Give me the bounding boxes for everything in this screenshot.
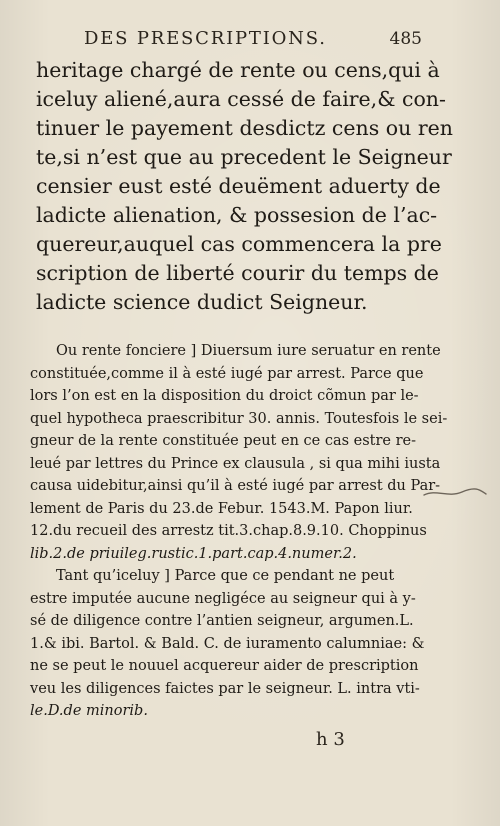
commentary-line: quel hypotheca praescribitur 30. annis. Toutesfois le sei- [30, 410, 448, 427]
commentary-line: le.D.de minorib. [30, 703, 148, 719]
running-head: DES PRESCRIPTIONS. [84, 28, 327, 49]
main-text-line: te,si n’est que au precedent le Seigneur [36, 145, 452, 169]
main-text-line: quereur,auquel cas commencera la pre [36, 232, 442, 256]
main-text-line: iceluy aliené,aura cessé de faire,& con- [36, 87, 446, 111]
main-text-line: ladicte alienation, & possesion de l’ac- [36, 203, 438, 227]
commentary-line: 12.du recueil des arrestz tit.3.chap.8.9.10. Choppinus [30, 523, 427, 539]
main-text-line: tinuer le payement desdictz cens ou ren [36, 116, 453, 140]
commentary-block [30, 340, 448, 723]
main-text-line: scription de liberté courir du temps de [36, 261, 439, 285]
page-number: 485 [389, 29, 422, 49]
commentary-line: leué par lettres du Prince ex clausula , si qua mihi iusta [30, 455, 441, 472]
commentary-line: causa uidebitur,ainsi qu’il à esté iugé par arrest du Par- [30, 478, 441, 494]
commentary-line: gneur de la rente constituée peut en ce cas estre re- [30, 433, 417, 449]
commentary-line: constituée,comme il à esté iugé par arrest. Parce que [30, 365, 424, 382]
main-text-line: censier eust esté deuëment aduerty de [36, 174, 441, 198]
page-header [84, 28, 422, 49]
commentary-line: ne se peut le nouuel acquereur aider de prescription [30, 658, 419, 674]
main-text-line: heritage chargé de rente ou cens,qui à [36, 58, 440, 82]
commentary-line: estre imputée aucune negligéce au seigneur qui à y- [30, 590, 416, 607]
commentary-line: lement de Paris du 23.de Febur. 1543.M. Papon liur. [30, 500, 413, 517]
commentary-line: lib.2.de priuileg.rustic.1.part.cap.4.numer.2. [30, 545, 357, 562]
signature-mark: h 3 [316, 729, 345, 750]
commentary-line: lors l’on est en la disposition du droict cõmun par le- [30, 388, 419, 404]
commentary-line: veu les diligences faictes par le seigneur. L. intra vti- [30, 680, 420, 697]
main-text-block [36, 56, 453, 317]
commentary-line: 1.& ibi. Bartol. & Bald. C. de iuramento calumniae: & [30, 635, 425, 652]
margin-pen-mark [422, 486, 488, 500]
commentary-line: Ou rente fonciere ] Diuersum iure seruatur en rente [56, 343, 441, 359]
commentary-line: Tant qu’iceluy ] Parce que ce pendant ne peut [56, 568, 395, 584]
commentary-line: sé de diligence contre l’antien seigneur, argumen.L. [30, 613, 414, 629]
main-text-line: ladicte science dudict Seigneur. [36, 290, 368, 314]
